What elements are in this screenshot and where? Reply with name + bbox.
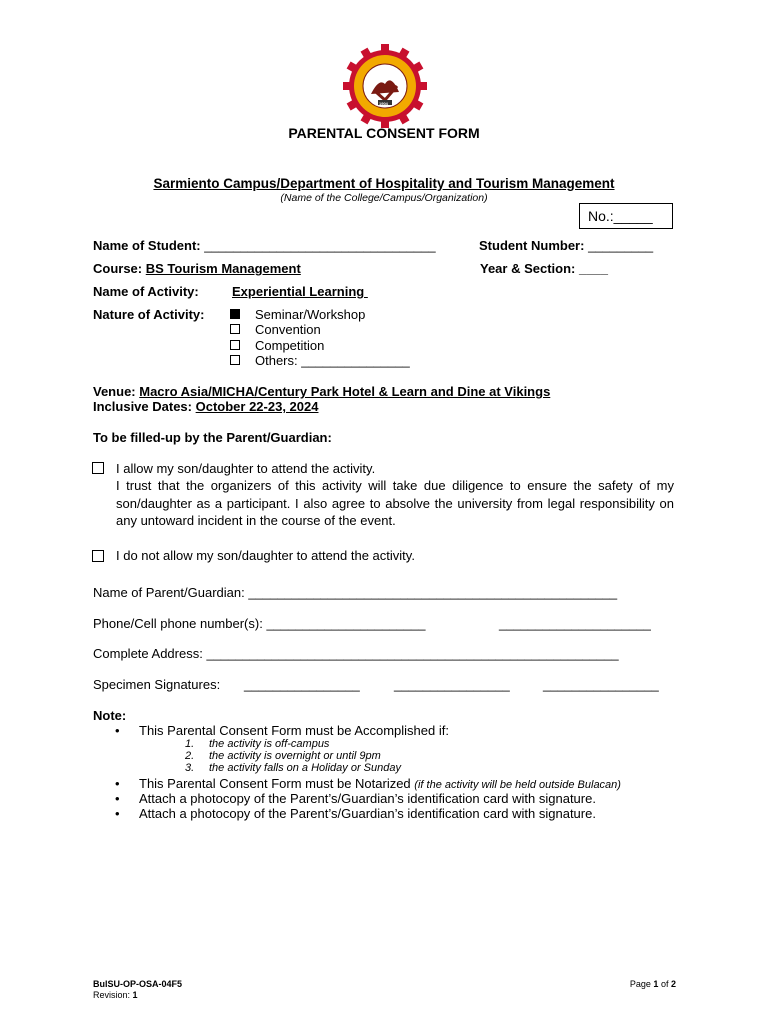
page-indicator: [600, 979, 676, 990]
parent-name-field[interactable]: ___________________________________________________: [248, 585, 618, 600]
footer-left: [93, 979, 182, 1001]
seminar-option-label: Seminar/Workshop: [255, 307, 366, 322]
year-section-field[interactable]: ____: [579, 261, 608, 276]
disallow-checkbox[interactable]: [92, 550, 104, 562]
note-bullet-2-text: This Parental Consent Form must be Notarized: [139, 776, 411, 791]
venue-value: Macro Asia/MICHA/Century Park Hotel & Learn and Dine at Vikings: [139, 384, 551, 399]
signature-field-2[interactable]: ________________: [394, 677, 510, 692]
university-seal-logo: [343, 44, 427, 128]
course-label: Course:: [93, 261, 143, 276]
convention-checkbox[interactable]: [230, 324, 240, 334]
note-bullet-1: This Parental Consent Form must be Accomplished if:: [139, 723, 449, 738]
note-bullet-3: Attach a photocopy of the Parent’s/Guardian’s identification card with signature.: [139, 791, 596, 806]
form-title: PARENTAL CONSENT FORM: [288, 125, 480, 141]
dates-row: [93, 399, 318, 415]
logo-year: 1904: [379, 101, 388, 106]
bullet-dot: •: [115, 806, 120, 821]
activity-label: Name of Activity:: [93, 284, 199, 299]
note-title: Note:: [93, 708, 127, 723]
student-name-label: Name of Student:: [93, 238, 201, 253]
sub-item-3-text: the activity falls on a Holiday or Sunday: [209, 762, 401, 774]
parent-name-row: [93, 585, 617, 601]
convention-option-label: Convention: [255, 322, 321, 337]
phone-field-1[interactable]: ______________________: [266, 616, 426, 631]
allow-paragraph: I trust that the organizers of this activity will take due diligence to ensure the safety of my son/daughter as a participant. I also agree to absolve the university from legal responsibility on any untoward incident in the course of the event.: [116, 478, 674, 528]
parent-name-label: Name of Parent/Guardian:: [93, 585, 245, 600]
phone-label: Phone/Cell phone number(s):: [93, 616, 263, 631]
address-row: [93, 646, 619, 662]
number-box-label: No.:_____: [588, 208, 653, 224]
page-total: 2: [670, 979, 676, 989]
venue-row: [93, 384, 550, 400]
address-label: Complete Address:: [93, 646, 203, 661]
competition-checkbox[interactable]: [230, 340, 240, 350]
sub-item-2-num: 2.: [185, 750, 195, 762]
revision-label: Revision:: [93, 990, 131, 1000]
allow-checkbox[interactable]: [92, 462, 104, 474]
bullet-dot: •: [115, 776, 120, 791]
others-option-label: Others: _______________: [255, 353, 410, 368]
student-name-field[interactable]: ________________________________: [204, 238, 436, 253]
allow-statement: I allow my son/daughter to attend the activity.: [116, 461, 376, 476]
campus-caption: (Name of the College/Campus/Organization): [280, 192, 488, 204]
sub-item-3-num: 3.: [185, 762, 195, 774]
sub-item-2-text: the activity is overnight or until 9pm: [209, 750, 381, 762]
student-number-field[interactable]: _________: [588, 238, 654, 253]
others-checkbox[interactable]: [230, 355, 240, 365]
revision-value: 1: [132, 990, 138, 1000]
signature-field-3[interactable]: ________________: [543, 677, 659, 692]
student-name-row: [93, 238, 436, 254]
phone-field-2[interactable]: _____________________: [499, 616, 651, 631]
bullet-dot: •: [115, 723, 120, 738]
parent-section-title: To be filled-up by the Parent/Guardian:: [93, 430, 332, 445]
seminar-checkbox[interactable]: [230, 309, 240, 319]
activity-value: Experiential Learning: [232, 284, 368, 299]
course-value: BS Tourism Management: [145, 261, 301, 276]
dates-value: October 22-23, 2024: [195, 399, 319, 414]
form-code: BulSU-OP-OSA-04F5: [93, 979, 183, 989]
venue-label: Venue:: [93, 384, 136, 399]
bullet-dot: •: [115, 791, 120, 806]
note-bullet-2-italic: (if the activity will be held outside Bulacan): [414, 779, 621, 791]
student-number-label: Student Number:: [479, 238, 585, 253]
logo-bottom-text: [343, 44, 344, 45]
year-section-row: [480, 261, 608, 277]
disallow-statement: I do not allow my son/daughter to attend the activity.: [116, 548, 415, 563]
address-field[interactable]: _________________________________________________________: [206, 646, 619, 661]
signature-field-1[interactable]: ________________: [244, 677, 360, 692]
student-number-row: [479, 238, 653, 254]
campus-name: Sarmiento Campus/Department of Hospitality and Tourism Management: [153, 176, 615, 191]
dates-label: Inclusive Dates:: [93, 399, 192, 414]
note-bullet-4: Attach a photocopy of the Parent’s/Guardian’s identification card with signature.: [139, 806, 596, 821]
year-section-label: Year & Section:: [480, 261, 576, 276]
of-label: of: [660, 979, 669, 989]
signature-label: Specimen Signatures:: [93, 677, 221, 692]
page-number: 1: [653, 979, 659, 989]
phone-row: [93, 616, 426, 632]
page-label: Page: [629, 979, 651, 989]
sub-item-1-text: the activity is off-campus: [209, 738, 330, 750]
sub-item-1-num: 1.: [185, 738, 195, 750]
nature-label: Nature of Activity:: [93, 307, 205, 322]
number-box[interactable]: [579, 203, 673, 229]
course-row: [93, 261, 301, 277]
revision-line: [93, 990, 182, 1001]
competition-option-label: Competition: [255, 338, 325, 353]
